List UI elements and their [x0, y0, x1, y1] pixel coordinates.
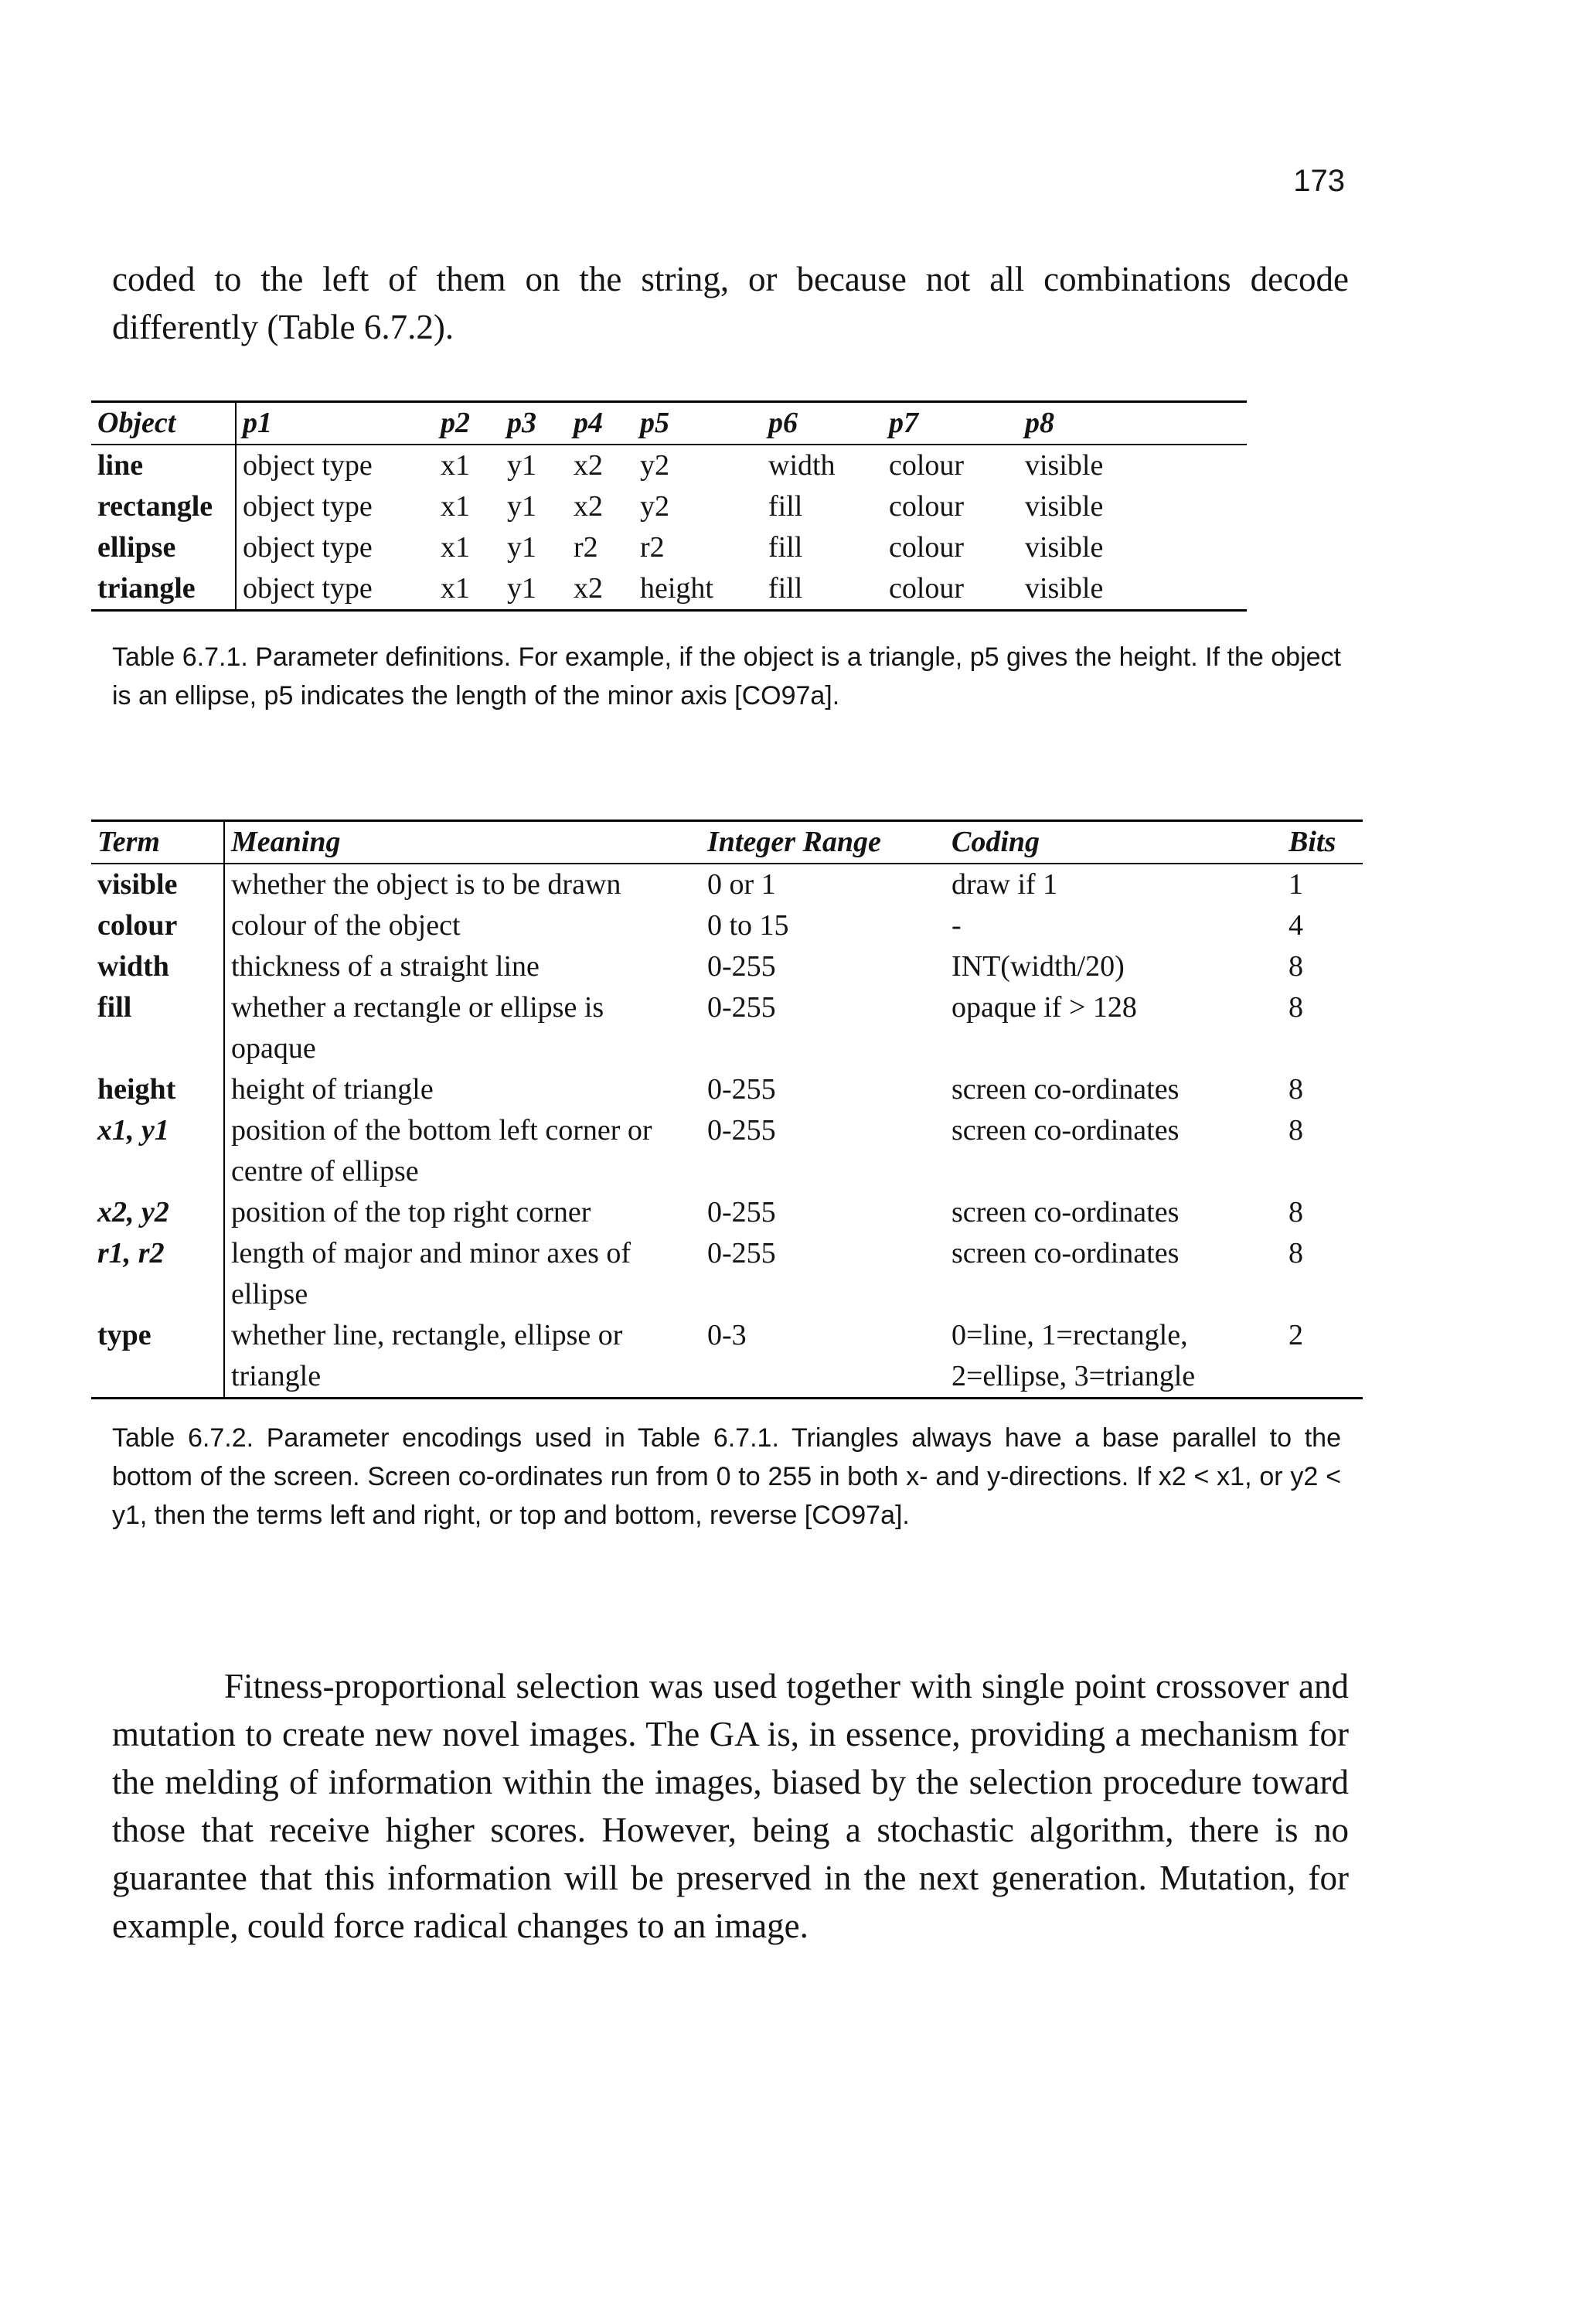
term-cell: r1, r2 [91, 1233, 224, 1315]
table-6-7-1-caption: Table 6.7.1. Parameter definitions. For example, if the object is a triangle, p5 gives the height. If the object is an ellipse, p5 indicates the length of the minor axis [CO97a]. [112, 642, 1341, 710]
object-cell: ellipse [91, 527, 236, 568]
bits-cell: 4 [1289, 909, 1303, 942]
table-cell: x2 [574, 572, 603, 605]
column-header: p1 [243, 407, 272, 439]
parameter-encodings-table [91, 820, 1363, 1399]
bits-cell: 1 [1289, 868, 1303, 901]
table-cell: y1 [507, 449, 536, 482]
table-row [91, 1315, 1363, 1399]
range-cell: 0-3 [707, 1319, 747, 1351]
coding-cell: screen co-ordinates [952, 1073, 1180, 1106]
table-cell: visible [1025, 572, 1104, 605]
term-cell: type [91, 1315, 224, 1399]
table-row [91, 527, 1247, 568]
closing-paragraph-text: Fitness-proportional selection was used together with single point crossover and mutation to create new novel images. The GA is, in essence, providing a mechanism for the melding of information within the images, biased by the selection procedure toward those that receive higher scores. However, being a stochastic algorithm, there is no guarantee that this information will be preserved in the next generation. Mutation, for example, could force radical changes to an image. [112, 1667, 1349, 1945]
table-cell: y1 [507, 490, 536, 523]
range-cell: 0 or 1 [707, 868, 776, 901]
range-cell: 0-255 [707, 950, 776, 983]
column-header: p6 [768, 407, 798, 439]
table-cell: x1 [441, 531, 470, 564]
term-cell: visible [91, 864, 224, 905]
table-cell: object type [243, 449, 373, 482]
table-cell: fill [768, 531, 803, 564]
coding-cell: draw if 1 [952, 868, 1058, 901]
table-cell: r2 [640, 531, 665, 564]
table-cell: x1 [441, 449, 470, 482]
table-row [91, 1110, 1363, 1192]
range-cell: 0 to 15 [707, 909, 789, 942]
table-cell: x2 [574, 490, 603, 523]
bits-cell: 8 [1289, 950, 1303, 983]
column-header: p7 [889, 407, 918, 439]
table-row [91, 1233, 1363, 1315]
table-cell: y2 [640, 449, 669, 482]
table-header-row [91, 402, 1247, 445]
table-cell: object type [243, 572, 373, 605]
table-cell: colour [889, 531, 965, 564]
meaning-cell: position of the bottom left corner or centre of ellipse [231, 1114, 652, 1188]
parameter-definitions-table [91, 400, 1247, 612]
bits-cell: 8 [1289, 1237, 1303, 1269]
table-row [91, 1192, 1363, 1233]
table-row [91, 486, 1247, 527]
object-cell: rectangle [91, 486, 236, 527]
table-cell: y1 [507, 531, 536, 564]
range-cell: 0-255 [707, 1114, 776, 1147]
table-cell: r2 [574, 531, 598, 564]
table-cell: visible [1025, 449, 1104, 482]
column-header: p5 [640, 407, 669, 439]
column-header: p8 [1025, 407, 1054, 439]
table-cell: object type [243, 531, 373, 564]
meaning-cell: thickness of a straight line [231, 950, 540, 983]
meaning-cell: colour of the object [231, 909, 461, 942]
column-header: Coding [952, 826, 1040, 858]
table-cell: x1 [441, 490, 470, 523]
bits-cell: 8 [1289, 991, 1303, 1024]
column-header: Object [91, 402, 236, 445]
coding-cell: screen co-ordinates [952, 1196, 1180, 1228]
table-cell: y2 [640, 490, 669, 523]
term-cell: colour [91, 905, 224, 946]
coding-cell: screen co-ordinates [952, 1237, 1180, 1269]
table-cell: width [768, 449, 836, 482]
table-cell: height [640, 572, 713, 605]
table-row [91, 864, 1363, 905]
table-row [91, 568, 1247, 611]
coding-cell: opaque if > 128 [952, 991, 1137, 1024]
table-cell: fill [768, 490, 803, 523]
coding-cell: 0=line, 1=rectangle, 2=ellipse, 3=triangle [952, 1319, 1196, 1392]
table-row [91, 1069, 1363, 1110]
bits-cell: 2 [1289, 1319, 1303, 1351]
table-cell: object type [243, 490, 373, 523]
bits-cell: 8 [1289, 1073, 1303, 1106]
coding-cell: screen co-ordinates [952, 1114, 1180, 1147]
closing-paragraph [112, 1662, 1349, 1950]
range-cell: 0-255 [707, 1073, 776, 1106]
term-cell: x1, y1 [91, 1110, 224, 1192]
table-row [91, 445, 1247, 486]
term-cell: height [91, 1069, 224, 1110]
table-6-7-2-caption: Table 6.7.2. Parameter encodings used in Table 6.7.1. Triangles always have a base parallel to the bottom of the screen. Screen co-ordinates run from 0 to 255 in both x- and y-directions. If x2 < x1, or y2 < y1, then the terms left and right, or top and bottom, reverse [CO97a]. [112, 1423, 1341, 1530]
intro-paragraph: coded to the left of them on the string, or because not all combinations decode differently (Table 6.7.2). [112, 260, 1349, 346]
column-header: Term [91, 821, 224, 864]
column-header: Bits [1289, 826, 1336, 858]
table-cell: y1 [507, 572, 536, 605]
column-header: Integer Range [707, 826, 881, 858]
meaning-cell: whether the object is to be drawn [231, 868, 621, 901]
table-row [91, 946, 1363, 987]
object-cell: line [91, 445, 236, 486]
range-cell: 0-255 [707, 1196, 776, 1228]
coding-cell: - [952, 909, 962, 942]
column-header: p3 [507, 407, 536, 439]
meaning-cell: whether line, rectangle, ellipse or triangle [231, 1319, 623, 1392]
table-header-row [91, 821, 1363, 864]
table-cell: visible [1025, 531, 1104, 564]
term-cell: fill [91, 987, 224, 1069]
table-cell: visible [1025, 490, 1104, 523]
table-cell: colour [889, 490, 965, 523]
table-cell: fill [768, 572, 803, 605]
range-cell: 0-255 [707, 991, 776, 1024]
table-row [91, 905, 1363, 946]
table-cell: colour [889, 572, 965, 605]
column-header: Meaning [231, 826, 341, 858]
term-cell: width [91, 946, 224, 987]
range-cell: 0-255 [707, 1237, 776, 1269]
meaning-cell: whether a rectangle or ellipse is opaque [231, 991, 604, 1065]
coding-cell: INT(width/20) [952, 950, 1125, 983]
table-cell: x1 [441, 572, 470, 605]
table-cell: colour [889, 449, 965, 482]
table-row [91, 987, 1363, 1069]
meaning-cell: height of triangle [231, 1073, 434, 1106]
table-cell: x2 [574, 449, 603, 482]
term-cell: x2, y2 [91, 1192, 224, 1233]
meaning-cell: position of the top right corner [231, 1196, 591, 1228]
column-header: p4 [574, 407, 603, 439]
bits-cell: 8 [1289, 1196, 1303, 1228]
meaning-cell: length of major and minor axes of ellipse [231, 1237, 631, 1310]
column-header: p2 [441, 407, 470, 439]
page-number: 173 [1293, 164, 1345, 198]
object-cell: triangle [91, 568, 236, 611]
bits-cell: 8 [1289, 1114, 1303, 1147]
